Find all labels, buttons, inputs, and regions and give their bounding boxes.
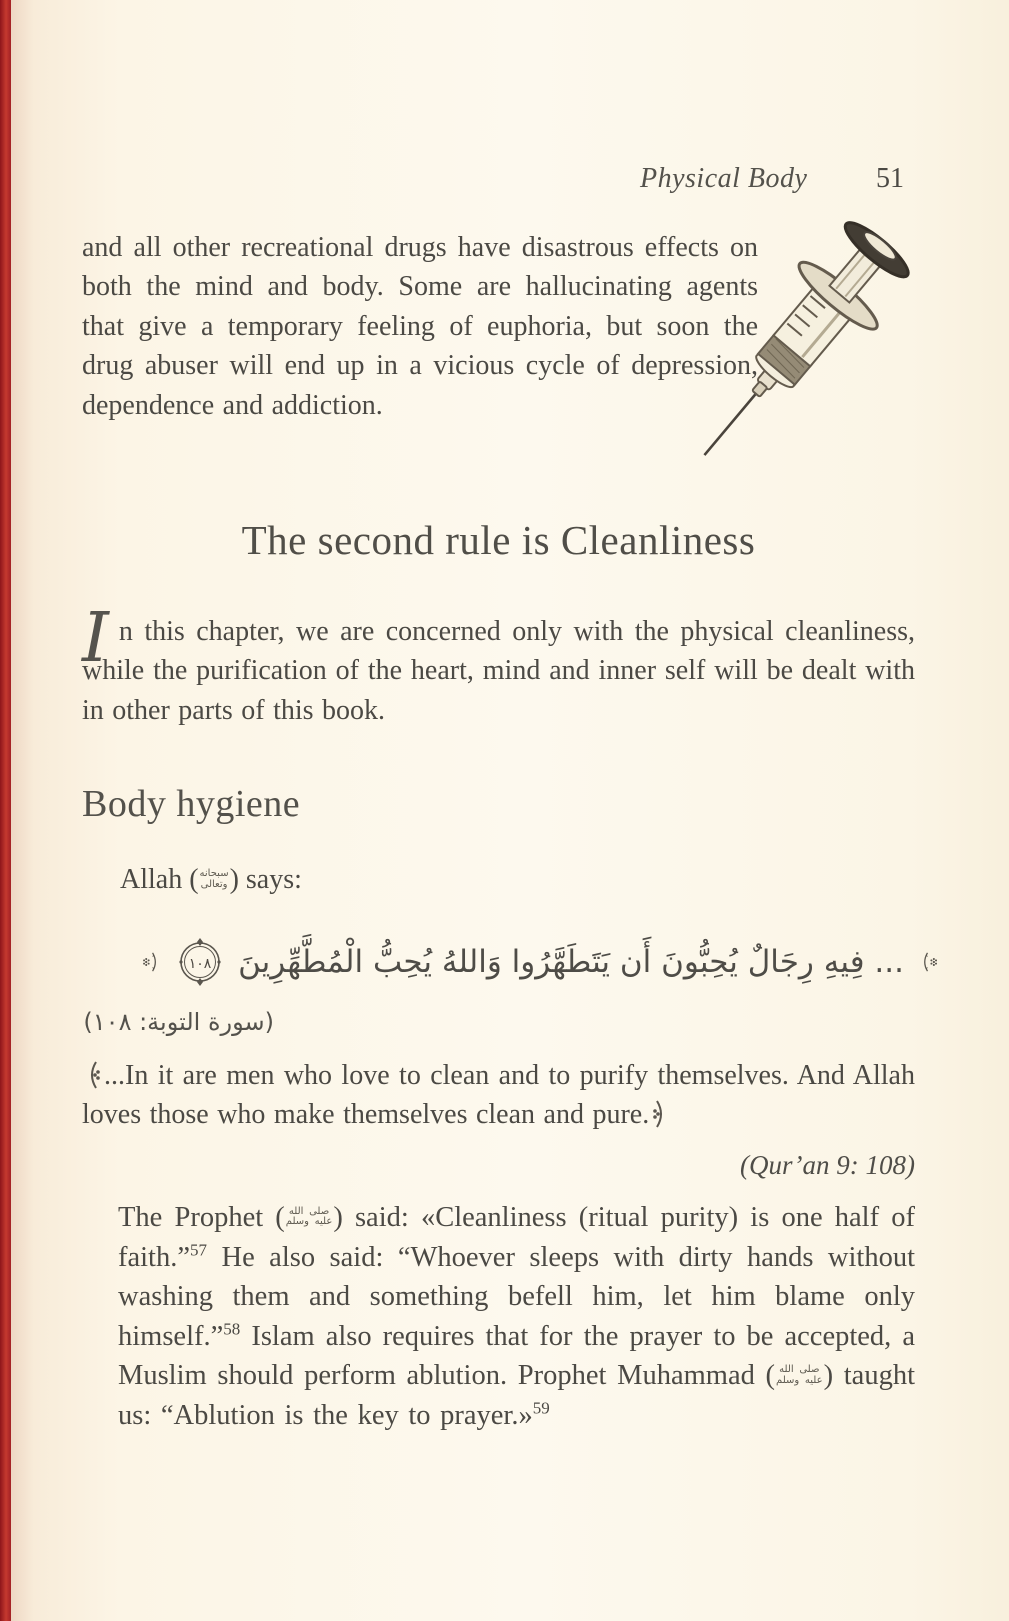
quran-arabic-verse <box>140 914 940 1010</box>
lead-in-before: Allah ( <box>120 864 199 895</box>
verse-number-medallion <box>176 934 224 990</box>
footnote-marker: 59 <box>532 1398 550 1418</box>
syringe-illustration <box>690 206 922 476</box>
honorific-line: سبحانه <box>199 868 229 880</box>
quran-reference: (Qur’an 9: 108) <box>740 1150 915 1180</box>
hadith-text: ) taught us: “Ablution is the key to prayer.» <box>118 1360 915 1431</box>
syringe-needle <box>704 394 755 455</box>
page-number: 51 <box>876 163 904 194</box>
page-header <box>0 163 1009 203</box>
honorific-line: عليه وسلم <box>776 1374 823 1386</box>
running-title: Physical Body <box>640 163 808 194</box>
chapter-heading: The second rule is Cleanliness <box>241 517 756 563</box>
verse-ornament-open-icon <box>921 942 937 982</box>
honorific-line: صلى الله <box>288 1205 330 1217</box>
page-edge-red-strip <box>0 0 11 1621</box>
quote-lead-in <box>120 864 302 896</box>
drop-cap: I <box>82 599 109 678</box>
honorific-line: عليه وسلم <box>285 1216 333 1228</box>
prophet-honorific <box>776 1365 823 1386</box>
hadith-text: ) said: «Cleanliness (ritual purity) is one half of faith.” <box>118 1202 915 1273</box>
footnote-marker: 58 <box>223 1319 241 1339</box>
hadith-text: Islam also requires that for the prayer to be accepted, a Muslim should perform ablution. Prophet Muhammad ( <box>118 1320 915 1392</box>
verse-translation <box>82 1056 915 1135</box>
verse-ornament-close-icon <box>143 942 159 982</box>
hadith-text: He also said: “Whoever sleeps with dirty hands without washing them and something befell him, let him blame only himself.” <box>118 1241 915 1352</box>
intro-paragraph: and all other recreational drugs have disastrous effects on both the mind and body. Some are hallucinating agents that give a temporary feeling of euphoria, but soon the drug abuser will end up in a vicious cycle of depression, dependence and addiction. <box>82 232 758 421</box>
hadith-text: The Prophet ( <box>118 1202 285 1233</box>
honorific-line: صلى الله <box>779 1364 820 1376</box>
surah-reference: (سورة التوبة: ١٠٨) <box>83 1008 274 1036</box>
chapter-intro-paragraph <box>82 599 915 730</box>
chapter-intro-text: n this chapter, we are concerned only with the physical cleanliness, while the purification of the heart, mind and inner self will be dealt with in other parts of this book. <box>82 616 915 726</box>
arabic-verse-text: ... فِيهِ رِجَالٌ يُحِبُّونَ أَن يَتَطَهَّرُوا وَاللهُ يُحِبُّ الْمُطَّهِّرِينَ <box>238 944 904 980</box>
hadith-paragraph <box>118 1198 915 1436</box>
allah-honorific <box>200 869 229 890</box>
translation-quote-open-icon <box>85 1060 101 1090</box>
verse-number: ١٠٨ <box>188 956 212 972</box>
honorific-line: وتعالى <box>200 878 228 890</box>
translation-quote-close-icon <box>652 1099 668 1129</box>
translation-text: ...In it are men who love to clean and to purify themselves. And Allah loves those who make themselves clean and pure. <box>82 1060 915 1131</box>
lead-in-after: ) says: <box>229 864 302 895</box>
footnote-marker: 57 <box>190 1240 208 1260</box>
prophet-honorific <box>286 1207 333 1228</box>
section-heading: Body hygiene <box>82 783 301 825</box>
